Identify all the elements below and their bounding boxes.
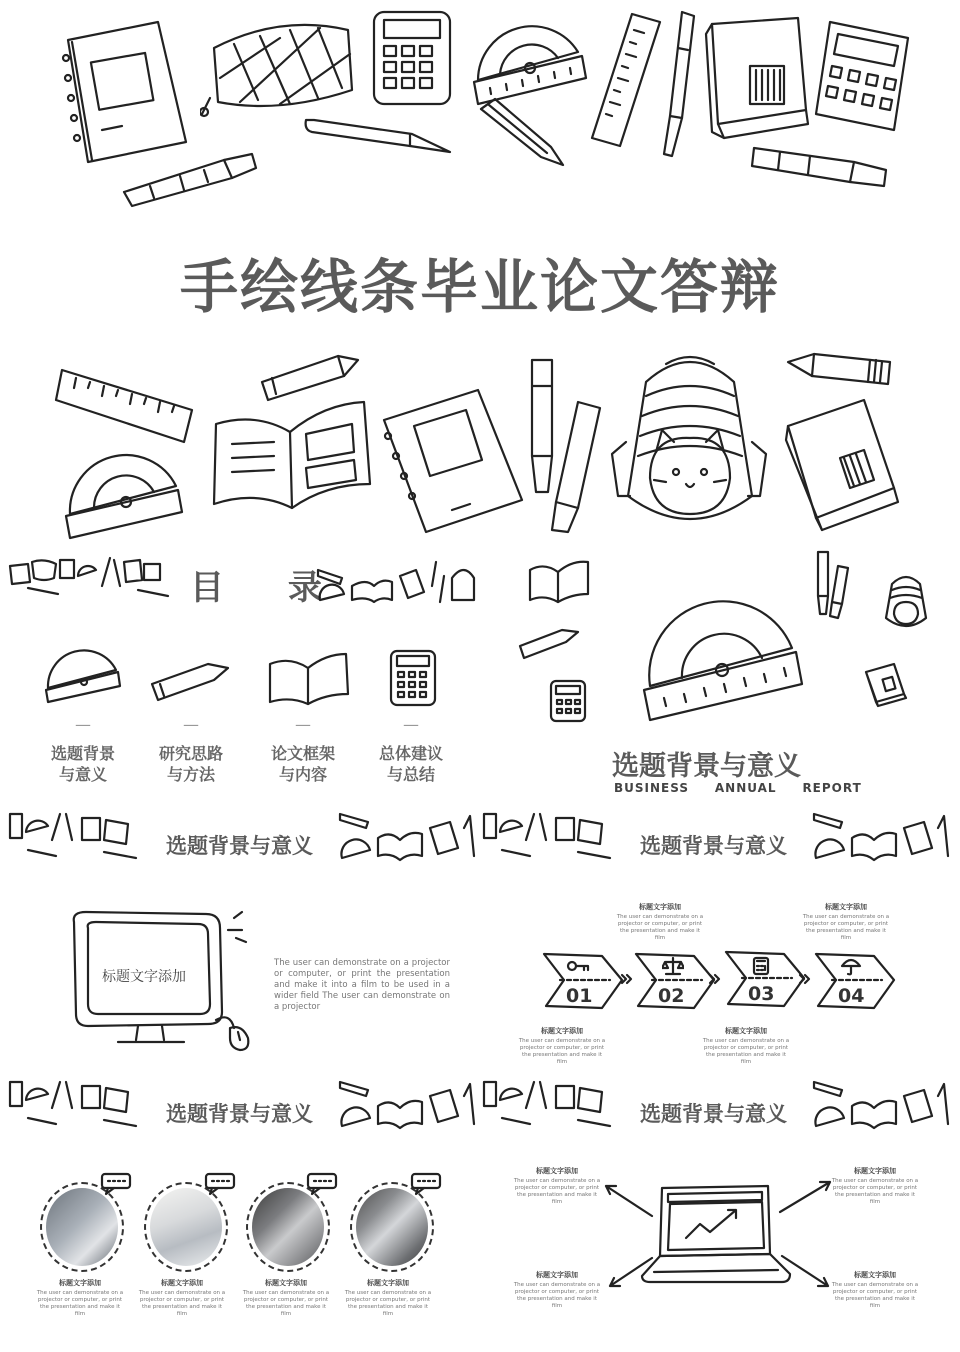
doodle-strip-icon: [812, 810, 952, 866]
step-caption-top-1: [614, 902, 706, 942]
caption-text: The user can demonstrate on a projector or computer, or print the presentation and make it film: [138, 1290, 226, 1317]
calculator-icon: [752, 956, 770, 976]
marker-icon: [548, 398, 606, 536]
speech-bubble-icon: [100, 1172, 132, 1196]
open-book-icon: [206, 384, 376, 518]
caption-title: 标题文字添加: [854, 1167, 896, 1175]
caption-title: 标题文字添加: [541, 1027, 583, 1035]
toc-item-2[interactable]: [146, 714, 236, 785]
doodle-strip-icon: [338, 810, 478, 866]
marker-icon: [750, 142, 892, 194]
pen-icon: [300, 112, 455, 158]
doodle-strip-icon: [316, 556, 478, 608]
doodle-strip-icon: [8, 810, 140, 866]
toc-item-line1: 研究思路: [158, 744, 223, 763]
doodle-strip-icon: [482, 810, 614, 866]
marker-icon: [120, 150, 260, 208]
strip-title: 选题背景与意义: [166, 834, 313, 858]
toc-item-3[interactable]: [258, 714, 348, 785]
book-icon: [862, 660, 908, 708]
strip-title: 选题背景与意义: [640, 834, 787, 858]
arrow-icon: [778, 1252, 834, 1290]
calculator-icon: [370, 8, 456, 110]
toc-item-line2: 与意义: [58, 765, 107, 784]
pencil-icon: [516, 626, 580, 660]
caption-title: 标题文字添加: [854, 1271, 896, 1279]
monitor-paragraph: The user can demonstrate on a projector or computer, or print the presentation and make it into a film to be used in a wider field The user can demonstrate on a projector: [274, 958, 450, 1012]
pencil-case-icon: [200, 18, 360, 118]
arrow-icon: [600, 1180, 656, 1220]
step-number: 02: [658, 985, 685, 1007]
ruler-icon: [590, 10, 664, 150]
caption-text: The user can demonstrate on a projector or computer, or print the presentation and make it film: [616, 914, 704, 941]
step-caption-top-2: [800, 902, 892, 942]
step-caption-bottom-2: [700, 1026, 792, 1066]
calculator-icon: [388, 648, 438, 708]
laptop-caption-4: [830, 1270, 920, 1310]
caption-text: The user can demonstrate on a projector or computer, or print the presentation and make it film: [36, 1290, 124, 1317]
toc-item-dash: —: [403, 715, 419, 734]
toc-item-line1: 论文框架: [270, 744, 335, 763]
photo-image: [150, 1188, 222, 1266]
double-chevron-icon: [708, 972, 722, 986]
book-icon: [702, 14, 812, 142]
photo-caption-2: [136, 1278, 228, 1318]
toc-item-dash: —: [295, 715, 311, 734]
photo-caption-4: [342, 1278, 434, 1318]
toc-heading: 目 录: [190, 568, 348, 608]
arrow-icon: [604, 1254, 656, 1290]
laptop-caption-3: [512, 1270, 602, 1310]
toc-item-dash: —: [183, 715, 199, 734]
monitor-screen-label: 标题文字添加: [102, 969, 186, 985]
caption-title: 标题文字添加: [265, 1279, 307, 1287]
toc-item-line2: 与内容: [278, 765, 327, 784]
caption-text: The user can demonstrate on a projector or computer, or print the presentation and make it film: [242, 1290, 330, 1317]
photo-image: [356, 1188, 428, 1266]
section-subtitle: BUSINESS ANNUAL REPORT: [614, 781, 862, 795]
backpack-icon: [606, 346, 774, 538]
key-icon: [566, 958, 590, 974]
doodle-strip-icon: [8, 556, 180, 602]
open-book-icon: [526, 556, 592, 606]
open-book-icon: [266, 646, 352, 708]
caption-text: The user can demonstrate on a projector or computer, or print the presentation and make it film: [802, 914, 890, 941]
toc-item-dash: —: [75, 715, 91, 734]
laptop-caption-2: [830, 1166, 920, 1206]
toc-item-4[interactable]: [366, 714, 456, 785]
step-number: 01: [566, 985, 593, 1007]
caption-text: The user can demonstrate on a projector or computer, or print the presentation and make it film: [702, 1038, 790, 1065]
calculator-icon: [548, 678, 588, 724]
scale-icon: [662, 956, 684, 976]
notebook-icon: [58, 18, 193, 166]
speech-bubble-icon: [410, 1172, 442, 1196]
caption-title: 标题文字添加: [825, 903, 867, 911]
caption-text: The user can demonstrate on a projector or computer, or print the presentation and make it film: [518, 1038, 606, 1065]
pencil-icon: [784, 350, 894, 390]
section-title: 选题背景与意义: [612, 751, 801, 782]
caption-title: 标题文字添加: [639, 903, 681, 911]
toc-item-line2: 与总结: [386, 765, 435, 784]
caption-text: The user can demonstrate on a projector or computer, or print the presentation and make it film: [344, 1290, 432, 1317]
caption-title: 标题文字添加: [367, 1279, 409, 1287]
double-chevron-icon: [620, 972, 634, 986]
notebook-icon: [378, 386, 526, 536]
backpack-icon: [880, 572, 932, 632]
marker-icon: [812, 548, 852, 620]
toc-item-line1: 总体建议: [378, 744, 443, 763]
pencil-icon: [475, 95, 567, 167]
speech-bubble-icon: [204, 1172, 236, 1196]
strip-title: 选题背景与意义: [166, 1102, 313, 1126]
caption-title: 标题文字添加: [725, 1027, 767, 1035]
caption-text: The user can demonstrate on a projector or computer, or print the presentation and make it film: [513, 1282, 601, 1309]
caption-text: The user can demonstrate on a projector or computer, or print the presentation and make it film: [513, 1178, 601, 1205]
marker-icon: [656, 8, 700, 160]
toc-item-1[interactable]: [38, 714, 128, 785]
caption-text: The user can demonstrate on a projector or computer, or print the presentation and make it film: [831, 1178, 919, 1205]
book-icon: [782, 396, 902, 534]
protractor-icon: [640, 594, 804, 724]
arrow-icon: [776, 1176, 836, 1216]
caption-title: 标题文字添加: [59, 1279, 101, 1287]
photo-image: [252, 1188, 324, 1266]
doodle-strip-icon: [482, 1078, 614, 1134]
doodle-strip-icon: [338, 1078, 478, 1134]
toc-item-line1: 选题背景: [50, 744, 115, 763]
double-chevron-icon: [798, 972, 812, 986]
photo-caption-3: [240, 1278, 332, 1318]
laptop-caption-1: [512, 1166, 602, 1206]
main-title: 手绘线条毕业论文答辩: [179, 253, 780, 321]
caption-title: 标题文字添加: [536, 1167, 578, 1175]
strip-title: 选题背景与意义: [640, 1102, 787, 1126]
calculator-icon: [810, 16, 914, 136]
pencil-icon: [148, 660, 232, 702]
caption-text: The user can demonstrate on a projector or computer, or print the presentation and make it film: [831, 1282, 919, 1309]
umbrella-icon: [840, 956, 862, 976]
caption-title: 标题文字添加: [161, 1279, 203, 1287]
photo-image: [46, 1188, 118, 1266]
protractor-icon: [64, 446, 184, 542]
protractor-icon: [44, 646, 122, 704]
step-number: 03: [748, 983, 775, 1005]
caption-title: 标题文字添加: [536, 1271, 578, 1279]
speech-bubble-icon: [306, 1172, 338, 1196]
photo-caption-1: [34, 1278, 126, 1318]
laptop-icon: [636, 1180, 794, 1286]
ruler-icon: [54, 366, 196, 446]
toc-item-line2: 与方法: [166, 765, 215, 784]
protractor-icon: [470, 8, 588, 108]
doodle-strip-icon: [812, 1078, 952, 1134]
step-number: 04: [838, 985, 865, 1007]
step-caption-bottom-1: [516, 1026, 608, 1066]
doodle-strip-icon: [8, 1078, 140, 1134]
